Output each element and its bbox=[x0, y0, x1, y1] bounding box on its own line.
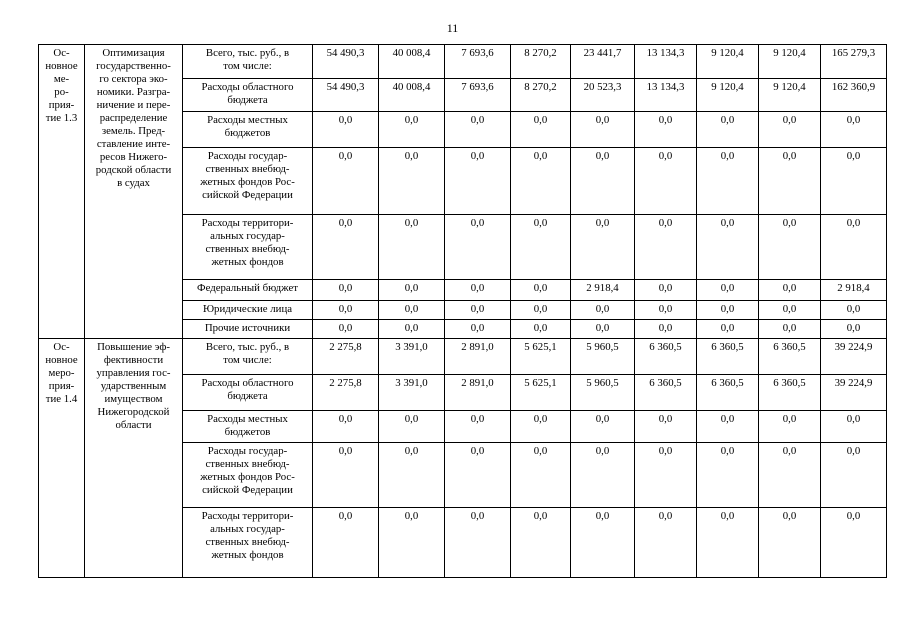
value-cell: 39 224,9 bbox=[821, 375, 887, 411]
value-cell: 0,0 bbox=[697, 411, 759, 443]
value-cell: 0,0 bbox=[697, 320, 759, 339]
value-cell: 0,0 bbox=[571, 443, 635, 508]
value-cell: 0,0 bbox=[697, 443, 759, 508]
value-cell: 0,0 bbox=[379, 320, 445, 339]
value-cell: 6 360,5 bbox=[697, 375, 759, 411]
value-cell: 0,0 bbox=[511, 411, 571, 443]
value-cell: 0,0 bbox=[759, 443, 821, 508]
value-cell: 0,0 bbox=[697, 508, 759, 578]
value-cell: 0,0 bbox=[697, 215, 759, 280]
value-cell: 54 490,3 bbox=[313, 79, 379, 112]
value-cell: 0,0 bbox=[821, 215, 887, 280]
value-cell: 6 360,5 bbox=[697, 339, 759, 375]
value-cell: 0,0 bbox=[571, 320, 635, 339]
value-cell: 39 224,9 bbox=[821, 339, 887, 375]
source-label-cell: Юридические лица bbox=[183, 301, 313, 320]
value-cell: 0,0 bbox=[821, 443, 887, 508]
value-cell: 0,0 bbox=[821, 411, 887, 443]
value-cell: 0,0 bbox=[379, 411, 445, 443]
value-cell: 2 918,4 bbox=[821, 280, 887, 301]
measure-title-cell: Оптимизация государственно- го сектора эко- номики. Разгра- ничение и пере- распределение земель. Пред- ставление инте- ресов Нижего- родской области в судах bbox=[85, 45, 183, 339]
value-cell: 0,0 bbox=[445, 112, 511, 148]
value-cell: 3 391,0 bbox=[379, 339, 445, 375]
value-cell: 0,0 bbox=[821, 112, 887, 148]
value-cell: 0,0 bbox=[445, 215, 511, 280]
value-cell: 40 008,4 bbox=[379, 79, 445, 112]
value-cell: 0,0 bbox=[511, 320, 571, 339]
value-cell: 0,0 bbox=[313, 443, 379, 508]
value-cell: 165 279,3 bbox=[821, 45, 887, 79]
value-cell: 5 625,1 bbox=[511, 339, 571, 375]
value-cell: 0,0 bbox=[697, 301, 759, 320]
value-cell: 0,0 bbox=[511, 443, 571, 508]
value-cell: 0,0 bbox=[821, 301, 887, 320]
table-row bbox=[39, 45, 887, 79]
value-cell: 5 960,5 bbox=[571, 339, 635, 375]
value-cell: 0,0 bbox=[445, 301, 511, 320]
value-cell: 0,0 bbox=[511, 215, 571, 280]
value-cell: 0,0 bbox=[635, 280, 697, 301]
value-cell: 0,0 bbox=[313, 148, 379, 215]
value-cell: 40 008,4 bbox=[379, 45, 445, 79]
source-label-cell: Расходы государ- ственных внебюд- жетных фондов Рос- сийской Федерации bbox=[183, 148, 313, 215]
value-cell: 7 693,6 bbox=[445, 79, 511, 112]
measure-title-cell: Повышение эф- фективности управления гос- ударственным имуществом Нижегородской области bbox=[85, 339, 183, 578]
value-cell: 9 120,4 bbox=[697, 79, 759, 112]
value-cell: 0,0 bbox=[511, 112, 571, 148]
value-cell: 8 270,2 bbox=[511, 79, 571, 112]
value-cell: 0,0 bbox=[313, 112, 379, 148]
measure-cell: Ос- новное меро- прия- тие 1.4 bbox=[39, 339, 85, 578]
value-cell: 9 120,4 bbox=[759, 45, 821, 79]
page-number: 11 bbox=[446, 21, 459, 35]
value-cell: 20 523,3 bbox=[571, 79, 635, 112]
value-cell: 0,0 bbox=[511, 148, 571, 215]
value-cell: 13 134,3 bbox=[635, 45, 697, 79]
value-cell: 6 360,5 bbox=[759, 339, 821, 375]
value-cell: 0,0 bbox=[313, 508, 379, 578]
value-cell: 0,0 bbox=[379, 280, 445, 301]
value-cell: 0,0 bbox=[313, 320, 379, 339]
value-cell: 0,0 bbox=[635, 320, 697, 339]
value-cell: 6 360,5 bbox=[635, 375, 697, 411]
value-cell: 0,0 bbox=[445, 508, 511, 578]
value-cell: 0,0 bbox=[313, 280, 379, 301]
value-cell: 0,0 bbox=[635, 301, 697, 320]
value-cell: 0,0 bbox=[821, 320, 887, 339]
value-cell: 0,0 bbox=[759, 148, 821, 215]
value-cell: 9 120,4 bbox=[759, 79, 821, 112]
value-cell: 0,0 bbox=[759, 320, 821, 339]
value-cell: 0,0 bbox=[511, 508, 571, 578]
value-cell: 8 270,2 bbox=[511, 45, 571, 79]
source-label-cell: Расходы местных бюджетов bbox=[183, 411, 313, 443]
value-cell: 0,0 bbox=[379, 215, 445, 280]
value-cell: 0,0 bbox=[821, 508, 887, 578]
value-cell: 0,0 bbox=[635, 411, 697, 443]
value-cell: 2 891,0 bbox=[445, 375, 511, 411]
measure-cell: Ос- новное ме- ро- прия- тие 1.3 bbox=[39, 45, 85, 339]
funding-table bbox=[38, 44, 887, 578]
source-label-cell: Расходы территори- альных государ- ственных внебюд- жетных фондов bbox=[183, 508, 313, 578]
value-cell: 0,0 bbox=[445, 280, 511, 301]
value-cell: 0,0 bbox=[379, 443, 445, 508]
table-row bbox=[39, 339, 887, 375]
value-cell: 54 490,3 bbox=[313, 45, 379, 79]
value-cell: 2 891,0 bbox=[445, 339, 511, 375]
value-cell: 0,0 bbox=[759, 411, 821, 443]
value-cell: 2 275,8 bbox=[313, 375, 379, 411]
value-cell: 0,0 bbox=[759, 508, 821, 578]
value-cell: 0,0 bbox=[445, 411, 511, 443]
source-label-cell: Федеральный бюджет bbox=[183, 280, 313, 301]
value-cell: 0,0 bbox=[445, 320, 511, 339]
value-cell: 0,0 bbox=[821, 148, 887, 215]
value-cell: 0,0 bbox=[635, 443, 697, 508]
value-cell: 7 693,6 bbox=[445, 45, 511, 79]
value-cell: 0,0 bbox=[759, 280, 821, 301]
value-cell: 6 360,5 bbox=[759, 375, 821, 411]
value-cell: 0,0 bbox=[697, 280, 759, 301]
value-cell: 6 360,5 bbox=[635, 339, 697, 375]
value-cell: 0,0 bbox=[571, 215, 635, 280]
source-label-cell: Расходы государ- ственных внебюд- жетных фондов Рос- сийской Федерации bbox=[183, 443, 313, 508]
value-cell: 0,0 bbox=[635, 112, 697, 148]
value-cell: 0,0 bbox=[379, 508, 445, 578]
value-cell: 0,0 bbox=[571, 508, 635, 578]
value-cell: 23 441,7 bbox=[571, 45, 635, 79]
value-cell: 9 120,4 bbox=[697, 45, 759, 79]
value-cell: 0,0 bbox=[759, 112, 821, 148]
value-cell: 0,0 bbox=[697, 148, 759, 215]
value-cell: 13 134,3 bbox=[635, 79, 697, 112]
value-cell: 0,0 bbox=[379, 301, 445, 320]
value-cell: 0,0 bbox=[313, 215, 379, 280]
value-cell: 0,0 bbox=[697, 112, 759, 148]
value-cell: 0,0 bbox=[379, 148, 445, 215]
value-cell: 0,0 bbox=[313, 301, 379, 320]
source-label-cell: Всего, тыс. руб., в том числе: bbox=[183, 339, 313, 375]
value-cell: 0,0 bbox=[635, 215, 697, 280]
value-cell: 162 360,9 bbox=[821, 79, 887, 112]
source-label-cell: Всего, тыс. руб., в том числе: bbox=[183, 45, 313, 79]
value-cell: 0,0 bbox=[571, 411, 635, 443]
value-cell: 0,0 bbox=[511, 280, 571, 301]
value-cell: 2 918,4 bbox=[571, 280, 635, 301]
value-cell: 0,0 bbox=[571, 301, 635, 320]
value-cell: 0,0 bbox=[379, 112, 445, 148]
value-cell: 3 391,0 bbox=[379, 375, 445, 411]
value-cell: 0,0 bbox=[571, 148, 635, 215]
source-label-cell: Прочие источники bbox=[183, 320, 313, 339]
value-cell: 0,0 bbox=[635, 508, 697, 578]
value-cell: 0,0 bbox=[759, 215, 821, 280]
value-cell: 0,0 bbox=[511, 301, 571, 320]
value-cell: 0,0 bbox=[571, 112, 635, 148]
source-label-cell: Расходы областного бюджета bbox=[183, 79, 313, 112]
value-cell: 0,0 bbox=[759, 301, 821, 320]
value-cell: 0,0 bbox=[635, 148, 697, 215]
value-cell: 5 625,1 bbox=[511, 375, 571, 411]
source-label-cell: Расходы территори- альных государ- ственных внебюд- жетных фондов bbox=[183, 215, 313, 280]
value-cell: 2 275,8 bbox=[313, 339, 379, 375]
value-cell: 0,0 bbox=[313, 411, 379, 443]
value-cell: 0,0 bbox=[445, 148, 511, 215]
source-label-cell: Расходы областного бюджета bbox=[183, 375, 313, 411]
source-label-cell: Расходы местных бюджетов bbox=[183, 112, 313, 148]
value-cell: 5 960,5 bbox=[571, 375, 635, 411]
value-cell: 0,0 bbox=[445, 443, 511, 508]
